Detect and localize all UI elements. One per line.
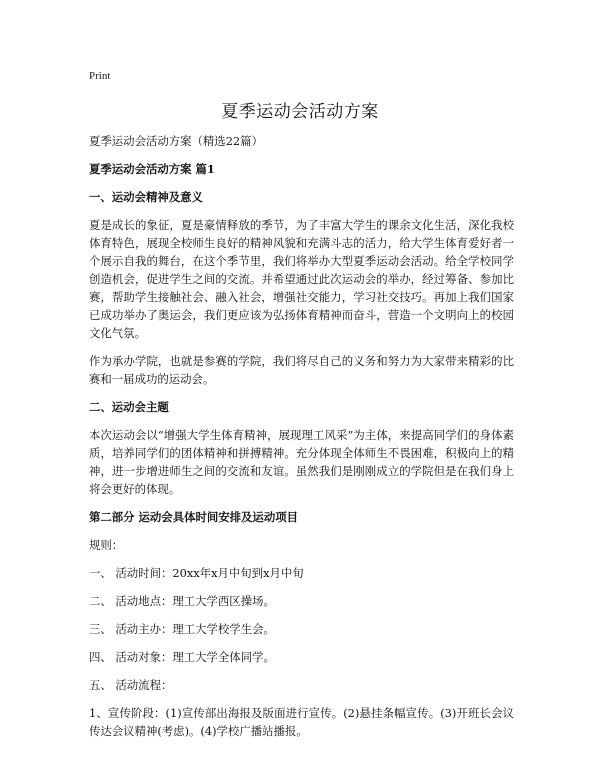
flow-step-1: 1、宣传阶段：(1)宣传部出海报及版面进行宣传。(2)悬挂条幅宣传。(3)开班长会议传达会议精神(考虑)。(4)学校广播站播报。 (89, 706, 514, 738)
print-link[interactable]: Print (89, 70, 111, 82)
article-subtitle: 夏季运动会活动方案（精选22篇） (89, 134, 263, 148)
rules-label: 规则： (89, 538, 124, 552)
list-item: 三、 活动主办：理工大学校学生会。 (89, 622, 275, 636)
section-heading-theme: 二、运动会主题 (89, 400, 169, 414)
list-item: 五、 活动流程： (89, 678, 173, 692)
section-paragraph: 作为承办学院，也就是参赛的学院，我们将尽自己的义务和努力为大家带来精彩的比赛和一届成功的运动会。 (89, 354, 514, 386)
section-heading-spirit: 一、运动会精神及意义 (89, 190, 203, 204)
article-heading: 夏季运动会活动方案 篇1 (89, 162, 215, 176)
section-heading-schedule: 第二部分 运动会具体时间安排及运动项目 (89, 510, 298, 524)
section-paragraph: 夏是成长的象征，夏是豪情释放的季节，为了丰富大学生的课余文化生活，深化我校体育特色，展现全校师生良好的精神风貌和充满斗志的活力，给大学生体育爱好者一个展示自我的舞台，在这个季节里，我们将举办大型夏季运动会活动。给全学校同学创造机会，促进学生之间的交流。并希望通过此次运动会的举办，经过筹备、参加比赛，帮助学生接触社会、融入社会，增强社交能力，学习社交技巧。再加上我们国家已成功举办了奥运会，我们更应该为弘扬体育精神而奋斗，营造一个文明向上的校园文化气氛。 (89, 218, 514, 340)
article-body (89, 132, 514, 750)
page-title: 夏季运动会活动方案 (221, 102, 379, 122)
list-item: 四、 活动对象：理工大学全体同学。 (89, 650, 275, 664)
section-paragraph: 本次运动会以“增强大学生体育精神，展现理工风采”为主体，来提高同学们的身体素质，培养同学们的团体精神和拼搏精神。充分体现全体师生不畏困难，积极向上的精神，进一步增进师生之间的交流和友谊。虽然我们是刚刚成立的学院但是在我们身上将会更好的体现。 (89, 428, 514, 496)
list-item: 一、 活动时间：20xx年x月中旬到x月中旬 (89, 566, 304, 580)
list-item: 二、 活动地点：理工大学西区操场。 (89, 594, 275, 608)
